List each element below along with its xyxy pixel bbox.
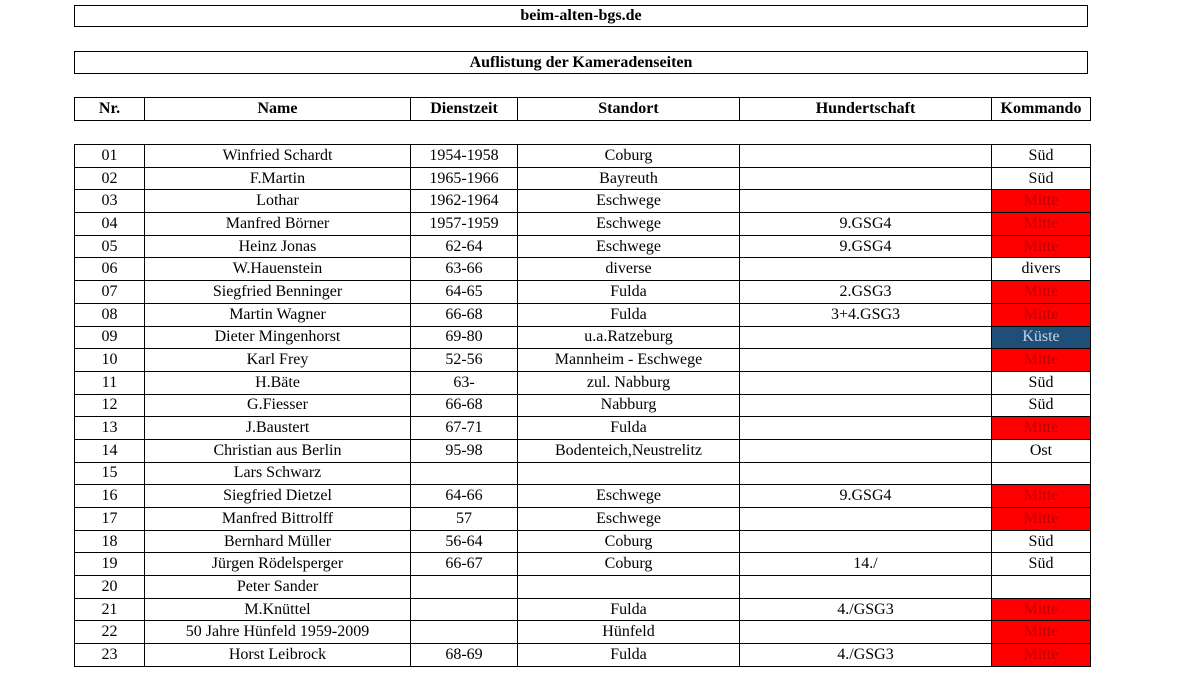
cell-hundertschaft: 9.GSG4 bbox=[740, 213, 992, 236]
cell-dienstzeit bbox=[411, 462, 518, 485]
cell-hundertschaft bbox=[740, 371, 992, 394]
table-row bbox=[75, 530, 1091, 553]
cell-hundertschaft bbox=[740, 145, 992, 168]
table-row bbox=[75, 508, 1091, 531]
table-row bbox=[75, 485, 1091, 508]
cell-dienstzeit: 67-71 bbox=[411, 417, 518, 440]
cell-hundertschaft: 9.GSG4 bbox=[740, 235, 992, 258]
cell-kommando: Mitte bbox=[992, 417, 1091, 440]
table-row bbox=[75, 417, 1091, 440]
table-row bbox=[75, 598, 1091, 621]
cell-hundertschaft bbox=[740, 530, 992, 553]
cell-nr: 03 bbox=[75, 190, 145, 213]
cell-nr: 11 bbox=[75, 371, 145, 394]
cell-nr: 07 bbox=[75, 281, 145, 304]
table-row bbox=[75, 190, 1091, 213]
cell-hundertschaft bbox=[740, 439, 992, 462]
cell-kommando bbox=[992, 462, 1091, 485]
cell-dienstzeit: 62-64 bbox=[411, 235, 518, 258]
cell-hundertschaft bbox=[740, 258, 992, 281]
cell-kommando: Süd bbox=[992, 167, 1091, 190]
cell-nr: 06 bbox=[75, 258, 145, 281]
cell-kommando: Mitte bbox=[992, 190, 1091, 213]
cell-hundertschaft bbox=[740, 462, 992, 485]
table-row bbox=[75, 349, 1091, 372]
cell-standort: Fulda bbox=[518, 598, 740, 621]
cell-hundertschaft bbox=[740, 394, 992, 417]
cell-dienstzeit: 1965-1966 bbox=[411, 167, 518, 190]
cell-dienstzeit: 56-64 bbox=[411, 530, 518, 553]
cell-standort: Mannheim - Eschwege bbox=[518, 349, 740, 372]
cell-name[interactable]: Peter Sander bbox=[145, 576, 411, 599]
table-row bbox=[75, 576, 1091, 599]
cell-dienstzeit bbox=[411, 598, 518, 621]
cell-name[interactable]: Winfried Schardt bbox=[145, 145, 411, 168]
cell-nr: 02 bbox=[75, 167, 145, 190]
column-header-nr: Nr. bbox=[75, 98, 145, 121]
cell-kommando: Mitte bbox=[992, 485, 1091, 508]
cell-kommando: Süd bbox=[992, 145, 1091, 168]
cell-standort: Eschwege bbox=[518, 190, 740, 213]
table-row bbox=[75, 213, 1091, 236]
cell-nr: 15 bbox=[75, 462, 145, 485]
cell-nr: 12 bbox=[75, 394, 145, 417]
cell-kommando: Mitte bbox=[992, 303, 1091, 326]
cell-hundertschaft: 3+4.GSG3 bbox=[740, 303, 992, 326]
cell-dienstzeit: 68-69 bbox=[411, 644, 518, 667]
cell-name[interactable]: Christian aus Berlin bbox=[145, 439, 411, 462]
cell-kommando: Mitte bbox=[992, 213, 1091, 236]
cell-name[interactable]: Dieter Mingenhorst bbox=[145, 326, 411, 349]
site-title: beim-alten-bgs.de bbox=[74, 5, 1088, 27]
cell-kommando: Süd bbox=[992, 371, 1091, 394]
cell-nr: 20 bbox=[75, 576, 145, 599]
cell-nr: 22 bbox=[75, 621, 145, 644]
cell-nr: 23 bbox=[75, 644, 145, 667]
cell-name[interactable]: F.Martin bbox=[145, 167, 411, 190]
table-row bbox=[75, 281, 1091, 304]
cell-name[interactable]: 50 Jahre Hünfeld 1959-2009 bbox=[145, 621, 411, 644]
cell-nr: 08 bbox=[75, 303, 145, 326]
cell-name[interactable]: Siegfried Dietzel bbox=[145, 485, 411, 508]
cell-hundertschaft bbox=[740, 326, 992, 349]
cell-hundertschaft bbox=[740, 190, 992, 213]
cell-hundertschaft bbox=[740, 621, 992, 644]
cell-kommando: Mitte bbox=[992, 644, 1091, 667]
cell-dienstzeit: 95-98 bbox=[411, 439, 518, 462]
cell-kommando: Süd bbox=[992, 530, 1091, 553]
cell-dienstzeit: 52-56 bbox=[411, 349, 518, 372]
cell-nr: 09 bbox=[75, 326, 145, 349]
cell-kommando: Süd bbox=[992, 394, 1091, 417]
kameraden-table bbox=[74, 144, 1091, 667]
cell-name[interactable]: Manfred Bittrolff bbox=[145, 508, 411, 531]
cell-nr: 10 bbox=[75, 349, 145, 372]
cell-standort: Fulda bbox=[518, 644, 740, 667]
cell-standort: Nabburg bbox=[518, 394, 740, 417]
cell-standort: Fulda bbox=[518, 281, 740, 304]
cell-name[interactable]: Heinz Jonas bbox=[145, 235, 411, 258]
cell-standort: Coburg bbox=[518, 530, 740, 553]
cell-nr: 04 bbox=[75, 213, 145, 236]
cell-name[interactable]: H.Bäte bbox=[145, 371, 411, 394]
cell-nr: 16 bbox=[75, 485, 145, 508]
cell-kommando: Süd bbox=[992, 553, 1091, 576]
cell-dienstzeit: 69-80 bbox=[411, 326, 518, 349]
cell-dienstzeit bbox=[411, 621, 518, 644]
cell-name[interactable]: Karl Frey bbox=[145, 349, 411, 372]
cell-name[interactable]: Lars Schwarz bbox=[145, 462, 411, 485]
cell-nr: 14 bbox=[75, 439, 145, 462]
cell-name[interactable]: Lothar bbox=[145, 190, 411, 213]
cell-standort: Bayreuth bbox=[518, 167, 740, 190]
cell-standort bbox=[518, 576, 740, 599]
table-body bbox=[75, 145, 1091, 667]
cell-nr: 18 bbox=[75, 530, 145, 553]
cell-standort: Eschwege bbox=[518, 485, 740, 508]
cell-hundertschaft: 9.GSG4 bbox=[740, 485, 992, 508]
cell-nr: 01 bbox=[75, 145, 145, 168]
cell-standort: u.a.Ratzeburg bbox=[518, 326, 740, 349]
cell-kommando: Mitte bbox=[992, 598, 1091, 621]
cell-name[interactable]: J.Baustert bbox=[145, 417, 411, 440]
cell-hundertschaft bbox=[740, 576, 992, 599]
cell-dienstzeit: 57 bbox=[411, 508, 518, 531]
cell-nr: 21 bbox=[75, 598, 145, 621]
cell-dienstzeit bbox=[411, 576, 518, 599]
table-row bbox=[75, 394, 1091, 417]
table-row bbox=[75, 553, 1091, 576]
cell-name[interactable]: Horst Leibrock bbox=[145, 644, 411, 667]
cell-name[interactable]: G.Fiesser bbox=[145, 394, 411, 417]
column-header-hundertschaft: Hundertschaft bbox=[740, 98, 992, 121]
cell-name[interactable]: Bernhard Müller bbox=[145, 530, 411, 553]
header-row bbox=[75, 98, 1091, 121]
cell-dienstzeit: 64-65 bbox=[411, 281, 518, 304]
cell-kommando bbox=[992, 576, 1091, 599]
cell-kommando: Ost bbox=[992, 439, 1091, 462]
table-row bbox=[75, 644, 1091, 667]
cell-dienstzeit: 1954-1958 bbox=[411, 145, 518, 168]
cell-dienstzeit: 63- bbox=[411, 371, 518, 394]
cell-kommando: Mitte bbox=[992, 508, 1091, 531]
table-row bbox=[75, 235, 1091, 258]
cell-nr: 13 bbox=[75, 417, 145, 440]
cell-standort bbox=[518, 462, 740, 485]
cell-kommando: Mitte bbox=[992, 349, 1091, 372]
list-title: Auflistung der Kameradenseiten bbox=[74, 51, 1088, 74]
cell-kommando: Mitte bbox=[992, 235, 1091, 258]
column-header-kommando: Kommando bbox=[992, 98, 1091, 121]
cell-name[interactable]: W.Hauenstein bbox=[145, 258, 411, 281]
cell-dienstzeit: 66-67 bbox=[411, 553, 518, 576]
cell-standort: zul. Nabburg bbox=[518, 371, 740, 394]
cell-name[interactable]: M.Knüttel bbox=[145, 598, 411, 621]
cell-hundertschaft bbox=[740, 417, 992, 440]
cell-hundertschaft: 4./GSG3 bbox=[740, 598, 992, 621]
cell-hundertschaft: 4./GSG3 bbox=[740, 644, 992, 667]
table-row bbox=[75, 439, 1091, 462]
cell-kommando: Küste bbox=[992, 326, 1091, 349]
cell-name[interactable]: Martin Wagner bbox=[145, 303, 411, 326]
table-row bbox=[75, 167, 1091, 190]
table-row bbox=[75, 303, 1091, 326]
table-row bbox=[75, 145, 1091, 168]
cell-standort: Coburg bbox=[518, 553, 740, 576]
cell-kommando: Mitte bbox=[992, 621, 1091, 644]
cell-hundertschaft bbox=[740, 508, 992, 531]
cell-standort: Coburg bbox=[518, 145, 740, 168]
cell-standort: Hünfeld bbox=[518, 621, 740, 644]
column-header-standort: Standort bbox=[518, 98, 740, 121]
table-row bbox=[75, 621, 1091, 644]
table-row bbox=[75, 371, 1091, 394]
cell-dienstzeit: 63-66 bbox=[411, 258, 518, 281]
header-table bbox=[74, 97, 1091, 121]
cell-hundertschaft bbox=[740, 349, 992, 372]
table-row bbox=[75, 462, 1091, 485]
cell-standort: Eschwege bbox=[518, 213, 740, 236]
cell-dienstzeit: 64-66 bbox=[411, 485, 518, 508]
column-header-name: Name bbox=[145, 98, 411, 121]
table-row bbox=[75, 326, 1091, 349]
cell-hundertschaft: 14./ bbox=[740, 553, 992, 576]
cell-standort: Fulda bbox=[518, 417, 740, 440]
cell-standort: Fulda bbox=[518, 303, 740, 326]
cell-name[interactable]: Manfred Börner bbox=[145, 213, 411, 236]
cell-nr: 19 bbox=[75, 553, 145, 576]
cell-standort: Eschwege bbox=[518, 508, 740, 531]
cell-name[interactable]: Siegfried Benninger bbox=[145, 281, 411, 304]
cell-kommando: Mitte bbox=[992, 281, 1091, 304]
column-header-dienstzeit: Dienstzeit bbox=[411, 98, 518, 121]
cell-hundertschaft bbox=[740, 167, 992, 190]
cell-hundertschaft: 2.GSG3 bbox=[740, 281, 992, 304]
cell-nr: 17 bbox=[75, 508, 145, 531]
cell-nr: 05 bbox=[75, 235, 145, 258]
cell-standort: diverse bbox=[518, 258, 740, 281]
cell-kommando: divers bbox=[992, 258, 1091, 281]
cell-dienstzeit: 66-68 bbox=[411, 303, 518, 326]
cell-dienstzeit: 1957-1959 bbox=[411, 213, 518, 236]
cell-name[interactable]: Jürgen Rödelsperger bbox=[145, 553, 411, 576]
table-row bbox=[75, 258, 1091, 281]
cell-standort: Bodenteich,Neustrelitz bbox=[518, 439, 740, 462]
cell-dienstzeit: 1962-1964 bbox=[411, 190, 518, 213]
cell-dienstzeit: 66-68 bbox=[411, 394, 518, 417]
cell-standort: Eschwege bbox=[518, 235, 740, 258]
